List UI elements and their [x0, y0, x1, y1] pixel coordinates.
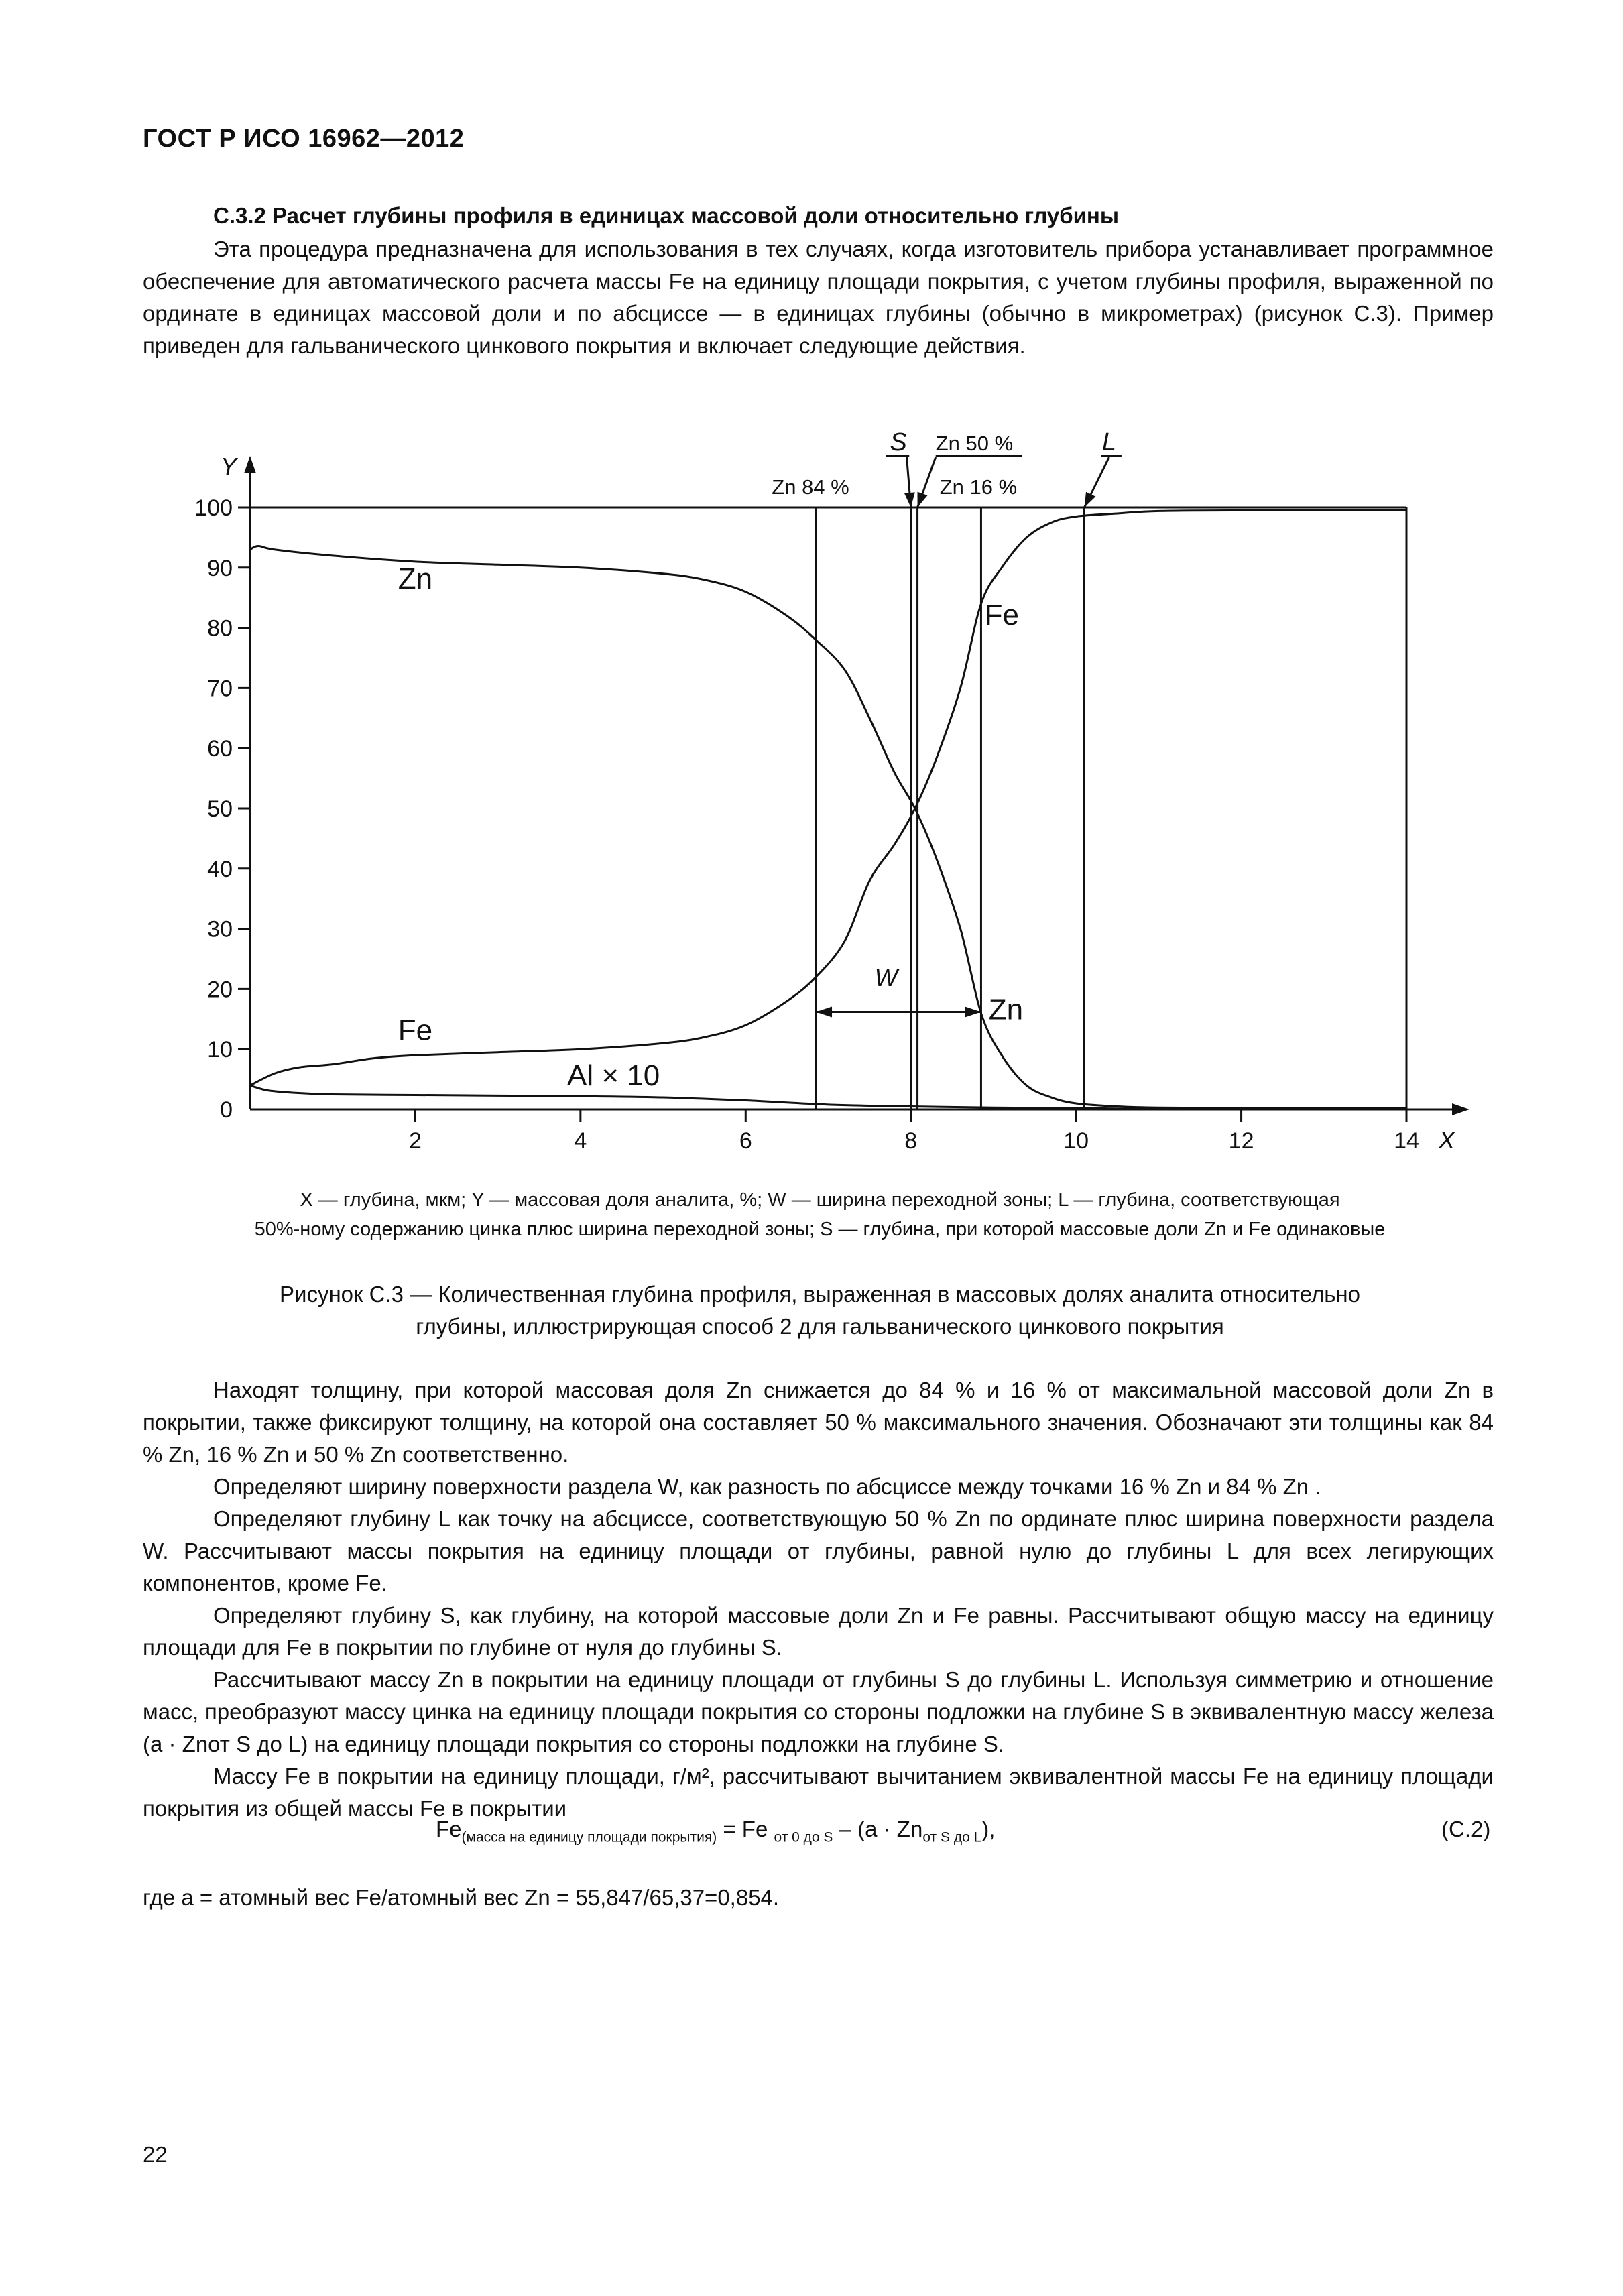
paragraph: Рассчитывают массу Zn в покрытии на единицу площади от глубины S до глубины L. Используя симметрию и отношение масс, преобразуют массу цинка на единицу площади покрытия со стороны подложки на глубине S в эквивалентную массу железа (a · Znот S до L) на единицу площади покрытия со стороны подложки на глубине S.	[143, 1667, 1494, 1756]
paragraph: Определяют глубину S, как глубину, на которой массовые доли Zn и Fe равны. Рассчитывают общую массу на единицу площади для Fe в покрытии по глубине от нуля до глубины S.	[143, 1603, 1494, 1660]
figure-caption	[143, 1278, 1497, 1343]
y-tick-label: 100	[194, 495, 233, 521]
curve-label: Zn	[988, 993, 1024, 1026]
legend-line-2: 50%-ному содержанию цинка плюс ширина переходной зоны; S — глубина, при которой массовые доли Zn и Fe одинаковые	[254, 1219, 1386, 1240]
formula-c2: $Fe_{(масса на единицу площади покрытия)} = Fe$ $_{от 0 до S} - (a \cdot Zn_{от S до L})$,	[436, 1817, 996, 1846]
body-paragraphs	[143, 1374, 1494, 1825]
marker-label-l: L	[1101, 428, 1116, 457]
w-label: W	[874, 963, 898, 991]
l-pointer-head	[1084, 492, 1095, 507]
y-tick-label: 10	[207, 1037, 233, 1063]
y-tick-label: 70	[207, 676, 233, 702]
section-title: С.3.2 Расчет глубины профиля в единицах массовой доли относительно глубины	[213, 203, 1120, 228]
curve-label: Fe	[398, 1014, 433, 1047]
y-tick-label: 90	[207, 555, 233, 581]
paragraph: Определяют ширину поверхности раздела W, как разность по абсциссе между точками 16 % Zn и 84 % Zn .	[213, 1474, 1321, 1499]
paragraph: Находят толщину, при которой массовая доля Zn снижается до 84 % и 16 % от максимальной массовой доли Zn в покрытии, также фиксируют толщину, на которой она составляет 50 % максимального значения. Обозначают эти толщины как 84 % Zn, 16 % Zn и 50 % Zn соответственно.	[143, 1378, 1494, 1467]
x-axis-arrow	[1452, 1103, 1469, 1115]
curve-label: Al × 10	[567, 1059, 660, 1093]
zn50-pointer-head	[918, 492, 928, 507]
formula-number: (С.2)	[1441, 1817, 1491, 1841]
marker-label-zn84: Zn 84 %	[772, 475, 849, 499]
x-tick-label: 4	[574, 1128, 587, 1154]
marker-label-zn16: Zn 16 %	[939, 475, 1018, 499]
paragraph: Массу Fe в покрытии на единицу площади, г/м², рассчитывают вычитанием эквивалентной массы Fe на единицу площади покрытия из общей массы Fe в покрытии	[143, 1764, 1494, 1821]
paragraph: Определяют глубину L как точку на абсциссе, соответствующую 50 % Zn по ординате плюс ширина поверхности раздела W. Рассчитывают массы покрытия на единицу площади от глубины, равной нулю до глубины L для всех легирующих компонентов, кроме Fe.	[143, 1506, 1494, 1595]
x-axis-label: X	[1438, 1126, 1455, 1154]
marker-label-zn50: Zn 50 %	[935, 432, 1014, 455]
where-clause: где a = атомный вес Fe/атомный вес Zn = 55,847/65,37=0,854.	[143, 1885, 780, 1910]
y-axis-label: Y	[220, 452, 237, 480]
al-curve	[250, 1085, 1406, 1109]
intro-text: Эта процедура предназначена для использования в тех случаях, когда изготовитель прибора устанавливает программное обеспечение для автоматического расчета массы Fe на единицу площади покрытия, с учетом глубины профиля, выраженной по ординате в единицах массовой доли и по абсциссе — в единицах глубины (обычно в микрометрах) (рисунок С.3). Пример приведен для гальванического цинкового покрытия и включает следующие действия.	[143, 237, 1494, 358]
page-number: 22	[143, 2142, 168, 2167]
marker-label-s: S	[890, 428, 907, 457]
y-tick-label: 40	[207, 856, 233, 882]
curve-label: Zn	[398, 562, 433, 596]
y-tick-label: 50	[207, 796, 233, 822]
document-header: ГОСТ Р ИСО 16962—2012	[143, 125, 465, 153]
caption-line-2: глубины, иллюстрирующая способ 2 для гальванического цинкового покрытия	[416, 1314, 1224, 1339]
legend-line-1: X — глубина, мкм; Y — массовая доля аналита, %; W — ширина переходной зоны; L — глубина, соответствующая	[300, 1189, 1340, 1211]
y-tick-label: 0	[220, 1097, 233, 1123]
x-tick-label: 14	[1394, 1128, 1419, 1154]
figure-legend	[143, 1185, 1497, 1244]
y-tick-label: 20	[207, 977, 233, 1003]
caption-line-1: Рисунок С.3 — Количественная глубина профиля, выраженная в массовых долях аналита относительно	[280, 1282, 1360, 1307]
y-axis-arrow	[244, 456, 256, 473]
curve-label: Fe	[984, 599, 1019, 632]
x-tick-label: 12	[1228, 1128, 1254, 1154]
w-arrow-head-left	[816, 1007, 832, 1018]
y-tick-label: 30	[207, 916, 233, 943]
y-tick-label: 80	[207, 615, 233, 642]
x-tick-label: 8	[904, 1128, 918, 1154]
x-tick-label: 2	[408, 1128, 422, 1154]
x-tick-label: 6	[739, 1128, 752, 1154]
s-pointer-head	[904, 492, 915, 507]
x-tick-label: 10	[1063, 1128, 1089, 1154]
y-tick-label: 60	[207, 736, 233, 762]
fe-curve	[250, 510, 1406, 1085]
